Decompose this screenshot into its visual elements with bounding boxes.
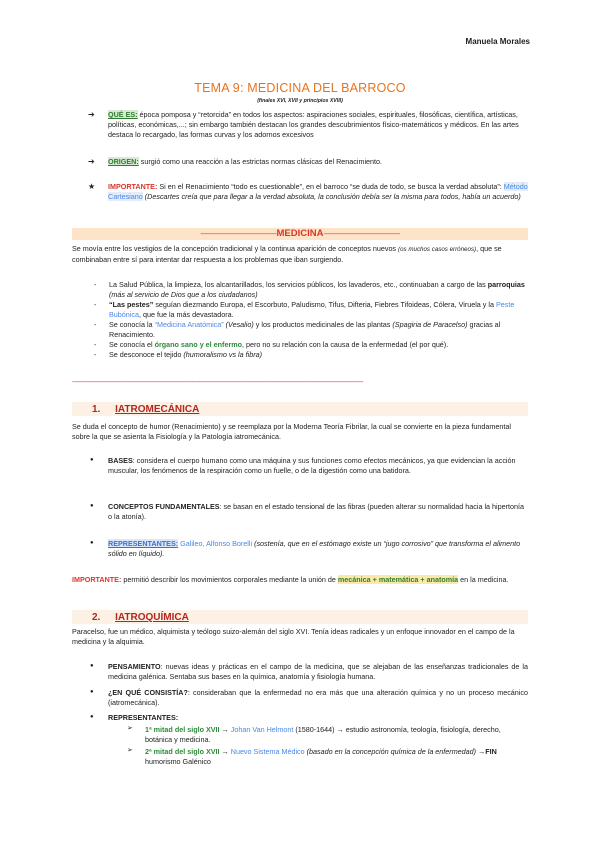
arrow-text: → [219, 725, 231, 734]
importante-label: IMPORTANTE: [108, 182, 158, 191]
organo-sano: órgano sano y el enfermo [154, 339, 243, 349]
importante-text: permitió describir los movimientos corporales mediante la unión de [121, 575, 338, 584]
list-item-italic: (más al servicio de Dios que a los ciudadanos) [109, 289, 258, 299]
representantes-heading [108, 713, 528, 723]
period-label: 1ª mitad del siglo XVII [145, 725, 220, 734]
medicina-para-1: Se movía entre los vestigios de la concepción tradicional y la continua aparición de conceptos nuevos [72, 244, 399, 253]
conceptos-label: CONCEPTOS FUNDAMENTALES [108, 502, 220, 511]
representante-text: → [476, 747, 486, 756]
list-item: - Se desconoce el tejido (humoralismo vs la fibra) [94, 349, 263, 359]
representante-note: (basado en la concepción química de la enfermedad) [304, 747, 477, 756]
medicina-list [94, 280, 528, 360]
list-item-bold: “Las pestes” [109, 299, 154, 309]
star-bullet-icon: ★ [88, 182, 96, 191]
dot-bullet-icon: ● [90, 457, 94, 463]
arrow-bullet-icon: ➔ [88, 157, 95, 166]
que-es-item [108, 110, 528, 140]
representante-name: Johan Van Helmont [230, 725, 294, 734]
list-item: - La Salud Pública, la limpieza, los alcantarillados, los servicios públicos, los lavaderos, etc., continuaban a cargo de las parroquias (más al servicio de Dios que a los ciudadanos) [94, 280, 525, 299]
bases-item [108, 456, 528, 476]
fin-label: FIN [485, 747, 497, 756]
medicina-anatomica: “Medicina Anatómica” [154, 319, 224, 329]
medicina-heading [72, 227, 528, 240]
arrow-text: → [219, 747, 231, 756]
conceptos-text: : se basan en el estado tensional de las fibras (pueden alterar su normalidad hacia la hipertonía o la atonía). [108, 502, 525, 521]
consistia-text: : consideraban que la enfermedad no era más que una alteración química y no un proceso mecánico (iatromecánica). [108, 688, 528, 707]
list-item-text: seguían diezmando Europa, el Escorbuto, Paludismo, Tifus, Difteria, Fiebres Tifoideas, Cólera, Viruela y la [153, 299, 496, 309]
heading-dashes-right: -------------------------------------------- [323, 231, 400, 238]
dot-bullet-icon: ● [90, 540, 94, 546]
list-item-italic: (Vesalio) [223, 319, 254, 329]
list-item-italic: (Spagiria de Paracelso) [392, 319, 468, 329]
list-item-text: La Salud Pública, la limpieza, los alcantarillados, los servicios públicos, los lavaderos, etc., continuaban a cargo de las [109, 280, 488, 289]
heading-dashes-left: -------------------------------------------- [200, 231, 277, 238]
list-item-italic: (humoralismo vs la fibra) [183, 349, 263, 359]
representantes-names: Galileo, Alfonso Borelli [178, 539, 253, 548]
consistia-item [108, 688, 528, 708]
importante-label: IMPORTANTE: [72, 575, 122, 584]
iatromecanica-importante [72, 575, 528, 585]
list-item-text: gracias al Renacimiento. [109, 319, 501, 339]
representante-sub-item [145, 747, 528, 767]
medicina-para-2: , que se combinaban entre sí para intentar dar respuesta a los problemas que iban surgiendo. [72, 244, 502, 264]
conceptos-item [108, 502, 528, 522]
iatromecanica-heading [92, 403, 199, 417]
importante-item [108, 182, 528, 202]
list-item-text: , que fue la más devastadora. [138, 309, 234, 319]
representante-name: Nuevo Sistema Médico [230, 747, 305, 756]
bases-label: BASES [108, 456, 133, 465]
list-item: - “Las pestes” seguían diezmando Europa, el Escorbuto, Paludismo, Tifus, Difteria, Fiebres Tifoideas, Cólera, Viruela y la Peste Bubónica, que fue la más devastadora. [94, 299, 515, 319]
representantes-item [108, 539, 528, 559]
medicina-heading-text: MEDICINA [276, 228, 324, 239]
consistia-label: ¿EN QUÉ CONSISTÍA? [108, 688, 188, 697]
dot-bullet-icon: ● [90, 689, 94, 695]
peste-bubonica: Peste Bubónica [109, 299, 515, 319]
arrow-bullet-icon: ➔ [88, 110, 95, 119]
iatroquimica-heading [92, 611, 189, 625]
formula-highlight: mecánica + matemática + anatomía [337, 575, 459, 584]
chevron-bullet-icon: ➢ [127, 725, 133, 732]
list-item-bold: parroquias [487, 280, 525, 289]
page-title: TEMA 9: MEDICINA DEL BARROCO [194, 81, 406, 95]
list-item: - Se conocía la “Medicina Anatómica” (Vesalio) y los productos medicinales de las plantas (Spagiria de Paracelso) gracias al Renacimiento. [94, 319, 501, 339]
chevron-bullet-icon: ➢ [127, 747, 133, 754]
medicina-heading-band [72, 228, 528, 240]
pensamiento-text: : nuevas ideas y prácticas en el campo de la medicina, que se alejaban de las enseñanzas tradicionales de la medicina galénica. Sentaba sus bases en la química, anatomía y fisiología humana. [108, 662, 528, 681]
metodo-cartesiano: Método Cartesiano [108, 182, 528, 201]
list-item-text: Se desconoce el tejido [109, 349, 184, 359]
iatromecanica-intro: Se duda el concepto de humor (Renacimiento) y se reemplaza por la Moderna Teoría Fibrilar, la cual se convierte en la pieza fundamental sobre la que se asienta la Fisiología y la Patología iatromecánica. [72, 422, 511, 441]
origen-item [108, 157, 528, 167]
representantes-label: REPRESENTANTES: [108, 713, 179, 722]
author-name: Manuela Morales [465, 37, 530, 46]
que-es-label: QUÉ ES: [108, 110, 138, 119]
representante-sub-item [145, 725, 528, 745]
section-number: 2. [92, 612, 101, 623]
iatroquimica-intro: Paracelso, fue un médico, alquimista y teólogo suizo-alemán del siglo XVI. Tenía ideas radicales y un enfoque innovador en el campo de la medicina y la alquimia. [72, 627, 515, 646]
importante-tail: en la medicina. [458, 575, 509, 584]
origen-label: ORIGEN: [108, 157, 139, 166]
origen-text: surgió como una reacción a las estrictas normas clásicas del Renacimiento. [138, 157, 383, 166]
section-number: 1. [92, 404, 101, 415]
period-label: 2ª mitad del siglo XVII [145, 747, 220, 756]
list-item-text: Se conocía el [109, 339, 155, 349]
dot-bullet-icon: ● [90, 663, 94, 669]
section-title: IATROMECÁNICA [115, 404, 200, 415]
representantes-text: (sostenía, que en el estómago existe un “jugo corrosivo” que transforma el alimento sólido en líquido). [108, 539, 521, 558]
dot-bullet-icon: ● [90, 503, 94, 509]
dot-bullet-icon: ● [90, 714, 94, 720]
section-title: IATROQUÍMICA [115, 612, 189, 623]
representante-tail: humorismo Galénico [145, 756, 211, 766]
importante-text: Si en el Renacimiento “todo es cuestionable”, en el barroco “se duda de todo, se busca la verdad absoluta”: [157, 182, 504, 191]
list-item-text: , pero no su relación con la causa de la enfermedad (el por qué). [242, 339, 449, 349]
representante-text: (1580-1644) → estudio astronomía, teología, fisiología, derecho, botánica y medicina. [145, 725, 501, 744]
page-subtitle: (finales XVI, XVII y principios XVIII) [257, 98, 343, 104]
list-item-text: Se conocía la [109, 319, 155, 329]
medicina-paragraph [72, 244, 528, 264]
medicina-para-note: (os muchos casos erróneos) [398, 246, 477, 253]
importante-note: (Descartes creía que para llegar a la verdad absoluta, la conclusión debía ser la misma para todos, había un acuerdo) [142, 191, 521, 201]
bases-text: : considera el cuerpo humano como una máquina y sus funciones como efectos mecánicos, ya que evidencian la acción muscular, los fenómenos de la respiración como un fuelle, o de la digestión como una batidora. [108, 456, 516, 475]
list-item: - Se conocía el órgano sano y el enfermo, pero no su relación con la causa de la enfermedad (el por qué). [94, 339, 449, 349]
representantes-label: REPRESENTANTES: [108, 539, 179, 548]
pensamiento-item [108, 662, 528, 682]
que-es-text: época pomposa y “retorcida” en todos los aspectos: aspiraciones sociales, espirituales, filosóficas, científica, artísticas, políticas, económicas,...; sin embargo también destacan los grandes descubrimientos físico-matemáticos y médicos. En las artes destaca lo recargado, las formas curvas y los adornos excesivos [108, 110, 519, 139]
list-item-text: y los productos medicinales de las plantas [253, 319, 393, 329]
pensamiento-label: PENSAMIENTO [108, 662, 161, 671]
section-divider: ------------------------------------------------------------------------------------------------------------------------------------------------------------------------ [72, 379, 363, 386]
